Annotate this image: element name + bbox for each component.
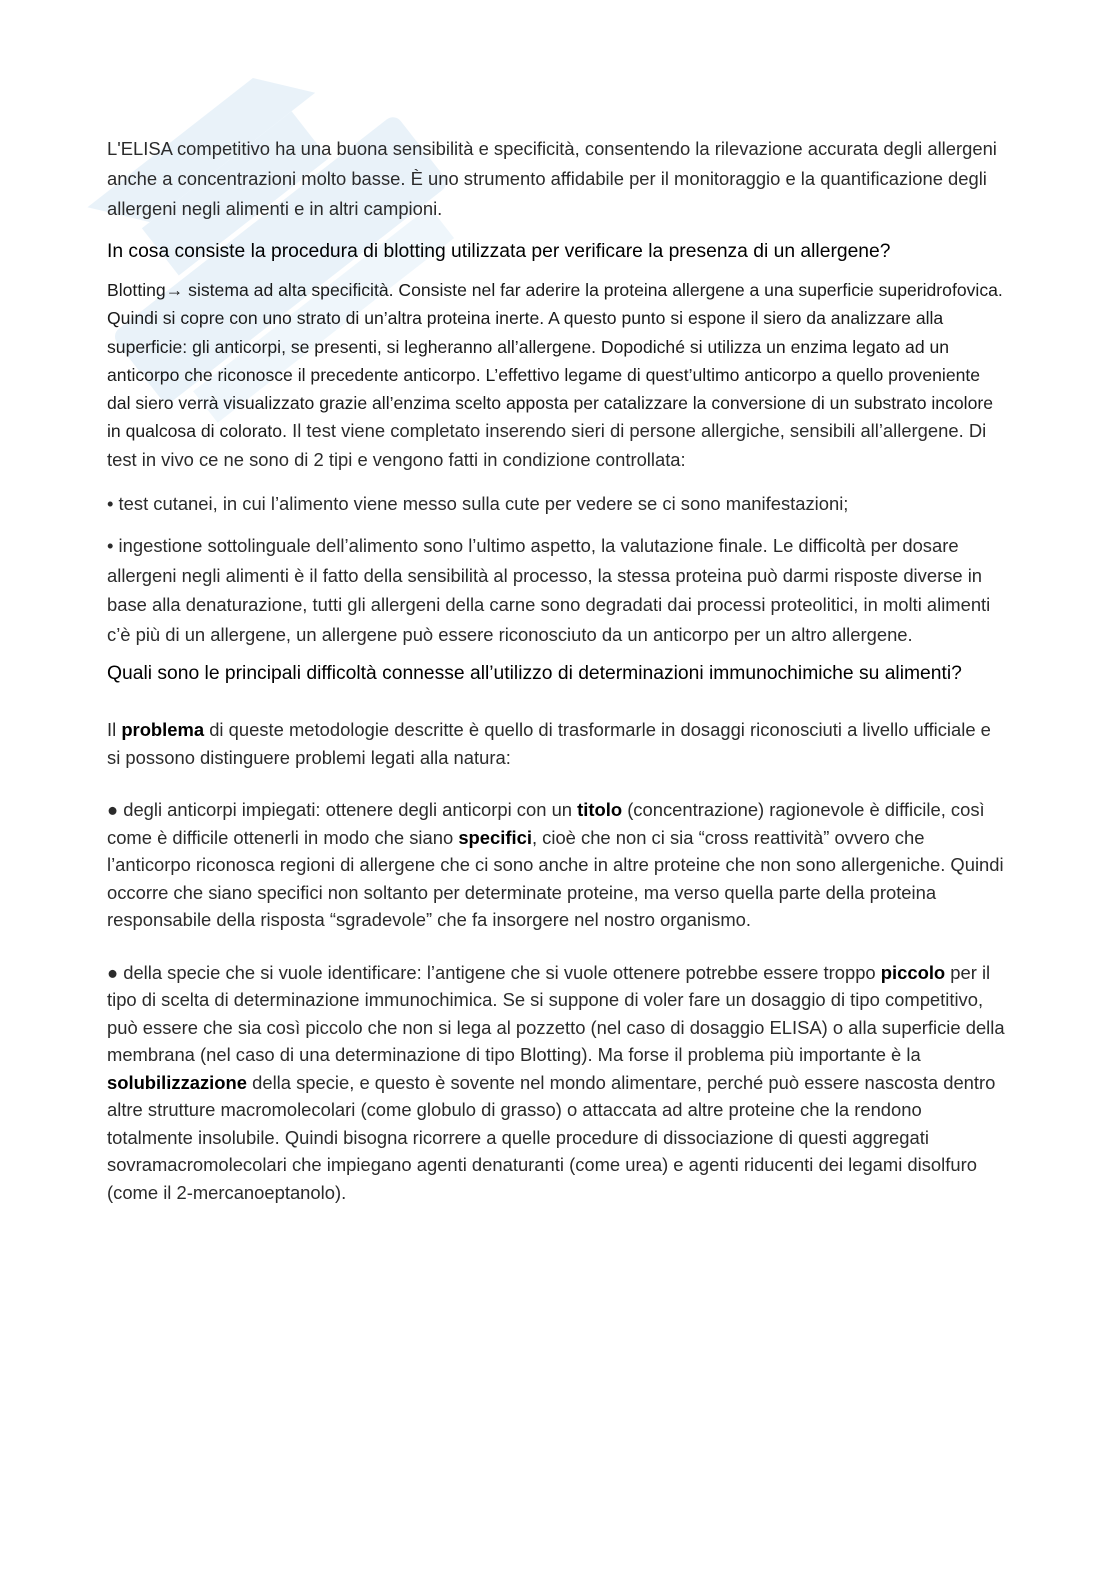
- keyword-solubilizzazione: solubilizzazione: [107, 1071, 247, 1093]
- intro-paragraph: L'ELISA competitivo ha una buona sensibilità e specificità, consentendo la rilevazione accurata degli allergeni anche a concentrazioni molto basse. È uno strumento affidabile per il monitoraggio e la quantificazione degli allergeni negli alimenti e in altri campioni.: [107, 138, 997, 219]
- question-heading-difficulties: Quali sono le principali difficoltà connesse all’utilizzo di determinazioni immunochimiche su alimenti?: [107, 663, 962, 685]
- keyword-specifici: specifici: [458, 826, 532, 848]
- problem-prefix: Il: [107, 719, 122, 741]
- species-text-c: della specie, e questo è sovente nel mondo alimentare, perché può essere nascosta dentro altre strutture macromolecolari (come globulo di grasso) o attaccata ad altre proteine che la rendono totalmente insolubile. Quindi bisogna ricorrere a quelle procedure di dissociazione di questi aggregati sovramacromolecolari che impiegano agenti denaturanti (come urea) e agenti riducenti dei legami disolfuro (come il 2-mercanoeptanolo).: [107, 1071, 996, 1203]
- keyword-piccolo: piccolo: [880, 961, 946, 983]
- blotting-test-text: Il test viene completato inserendo sieri di persone allergiche, sensibili all’allergene. Di test in vivo ce ne sono di 2 tipi e vengono fatti in condizione controllata:: [107, 420, 987, 470]
- bullet-skin-test: • test cutanei, in cui l’alimento viene messo sulla cute per vedere se ci sono manifestazioni;: [107, 493, 849, 515]
- antibody-text-c: , cioè che non ci sia “cross reattività” ovvero che l’anticorpo riconosca regioni di allergene che ci sono anche in altre proteine che non sono allergeniche. Quindi occorre che siano specifici non soltanto per determinate proteine, ma verso quella parte della proteina responsabile della risposta “sgradevole” che fa insorgere nel nostro organismo.: [107, 826, 1004, 931]
- blotting-definition: Blotting→ sistema ad alta specificità. Consiste nel far aderire la proteina allergene a una superficie superidrofovica. Quindi si copre con uno strato di un’altra proteina inerte. A questo punto si espone il siero da analizzare alla superficie: gli anticorpi, se presenti, si legheranno all’allergene. Dopodiché si utilizza un enzima legato ad un anticorpo che riconosce il precedente anticorpo. L’effettivo legame di quest’ultimo anticorpo a quello proveniente dal siero verrà visualizzato grazie all’enzima scelto apposta per catalizzare la conversione di un substrato incolore in qualcosa di colorato.: [107, 280, 1003, 442]
- antibody-text-a: ● degli anticorpi impiegati: ottenere degli anticorpi con un: [107, 799, 578, 821]
- antibody-text-b: (concentrazione) ragionevole è difficile, così come è difficile ottenerli in modo che siano: [107, 799, 985, 848]
- keyword-titolo: titolo: [577, 799, 623, 821]
- document-body: [107, 134, 1007, 1206]
- problem-text: di queste metodologie descritte è quello di trasformarle in dosaggi riconosciuti a livello ufficiale e si possono distinguere problemi legati alla natura:: [107, 719, 991, 768]
- blotting-paragraph: [107, 276, 1007, 473]
- question-heading-blotting: In cosa consiste la procedura di blotting utilizzata per verificare la presenza di un allergene?: [107, 241, 891, 262]
- antibody-paragraph: [107, 796, 1007, 934]
- bullet-sublingual-test: • ingestione sottolinguale dell’alimento sono l’ultimo aspetto, la valutazione finale. Le difficoltà per dosare allergeni negli alimenti è il fatto della sensibilità al processo, la stessa proteina può darmi risposte diverse in base alla denaturazione, tutti gli allergeni della carne sono degradati dai processi proteolitici, in molti alimenti c’è più di un allergene, un allergene può essere riconosciuto da un anticorpo per un altro allergene.: [107, 535, 991, 645]
- species-text-b: per il tipo di scelta di determinazione immunochimica. Se si suppone di voler fare un dosaggio di tipo competitivo, può essere che sia così piccolo che non si lega al pozzetto (nel caso di dosaggio ELISA) o alla superficie della membrana (nel caso di una determinazione di tipo Blotting). Ma forse il problema più importante è la: [107, 961, 1005, 1066]
- problem-paragraph: [107, 716, 1007, 771]
- keyword-problema: problema: [121, 719, 205, 741]
- species-paragraph: [107, 959, 1007, 1207]
- species-text-a: ● della specie che si vuole identificare: l’antigene che si vuole ottenere potrebbe essere troppo: [107, 961, 881, 983]
